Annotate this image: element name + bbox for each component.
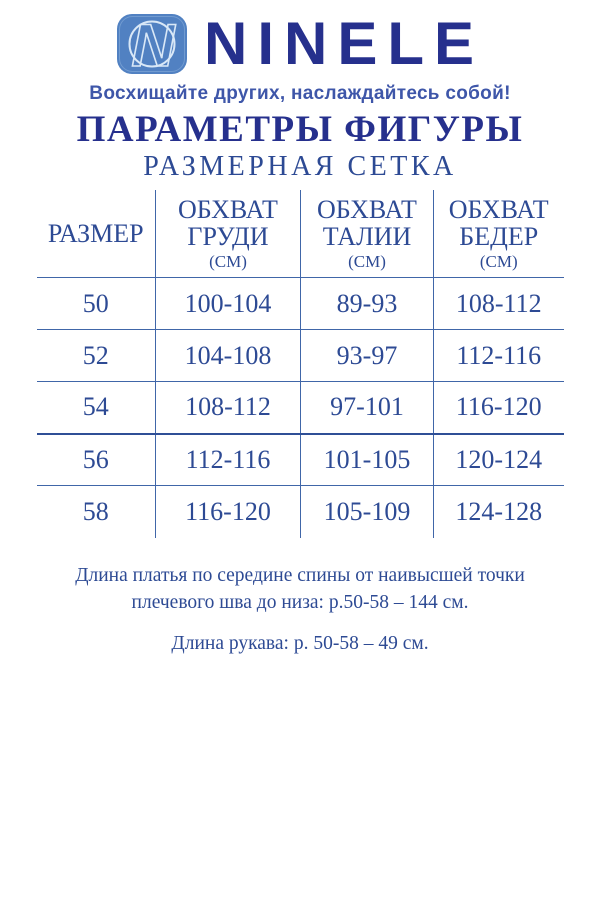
cell-size: 50 bbox=[37, 278, 156, 330]
cell-waist: 97-101 bbox=[301, 382, 434, 434]
col-header-chest-unit: (СМ) bbox=[209, 251, 247, 271]
cell-chest: 100-104 bbox=[156, 278, 301, 330]
cell-size: 58 bbox=[37, 486, 156, 538]
cell-size: 54 bbox=[37, 382, 156, 434]
cell-hips: 108-112 bbox=[434, 278, 564, 330]
cell-hips: 120-124 bbox=[434, 434, 564, 486]
brand-wordmark: NINELE bbox=[203, 10, 485, 77]
col-header-hips: ОБХВАТ БЕДЕР (СМ) bbox=[434, 190, 564, 278]
note-dress-length: Длина платья по середине спины от наивысшей точки плечевого шва до низа: р.50-58 – 144 см. bbox=[75, 564, 525, 613]
cell-chest: 104-108 bbox=[156, 330, 301, 382]
col-header-chest: ОБХВАТ ГРУДИ (СМ) bbox=[156, 190, 301, 278]
table-row-size-54 bbox=[37, 382, 564, 434]
table-row-size-56 bbox=[37, 434, 564, 486]
page-title: ПАРАМЕТРЫ ФИГУРЫ bbox=[76, 109, 524, 150]
size-table bbox=[37, 190, 564, 538]
cell-waist: 105-109 bbox=[301, 486, 434, 538]
brand-header bbox=[0, 12, 600, 105]
cell-waist: 101-105 bbox=[301, 434, 434, 486]
table-row-size-50 bbox=[37, 278, 564, 330]
table-row-size-58 bbox=[37, 486, 564, 538]
cell-hips: 112-116 bbox=[434, 330, 564, 382]
cell-size: 52 bbox=[37, 330, 156, 382]
svg-text:N: N bbox=[131, 13, 175, 75]
col-header-waist: ОБХВАТ ТАЛИИ (СМ) bbox=[301, 190, 434, 278]
ninele-monogram-icon bbox=[116, 13, 188, 75]
brand-tagline: Восхищайте других, наслаждайтесь собой! bbox=[89, 83, 511, 104]
cell-size: 56 bbox=[37, 434, 156, 486]
measurement-notes bbox=[0, 562, 600, 658]
cell-chest: 116-120 bbox=[156, 486, 301, 538]
table-row-size-52 bbox=[37, 330, 564, 382]
col-header-hips-unit: (СМ) bbox=[479, 251, 518, 271]
page-subtitle: РАЗМЕРНАЯ СЕТКА bbox=[143, 150, 457, 182]
size-table-header-row bbox=[37, 190, 564, 278]
brand-logo bbox=[0, 12, 600, 76]
cell-chest: 108-112 bbox=[156, 382, 301, 434]
col-header-size: РАЗМЕР bbox=[37, 190, 156, 278]
cell-waist: 93-97 bbox=[301, 330, 434, 382]
cell-waist: 89-93 bbox=[301, 278, 434, 330]
note-sleeve-length: Длина рукава: р. 50-58 – 49 см. bbox=[171, 633, 429, 655]
col-header-waist-unit: (СМ) bbox=[348, 251, 386, 271]
cell-hips: 124-128 bbox=[455, 496, 543, 526]
cell-chest: 112-116 bbox=[156, 434, 301, 486]
cell-hips: 116-120 bbox=[434, 382, 564, 434]
